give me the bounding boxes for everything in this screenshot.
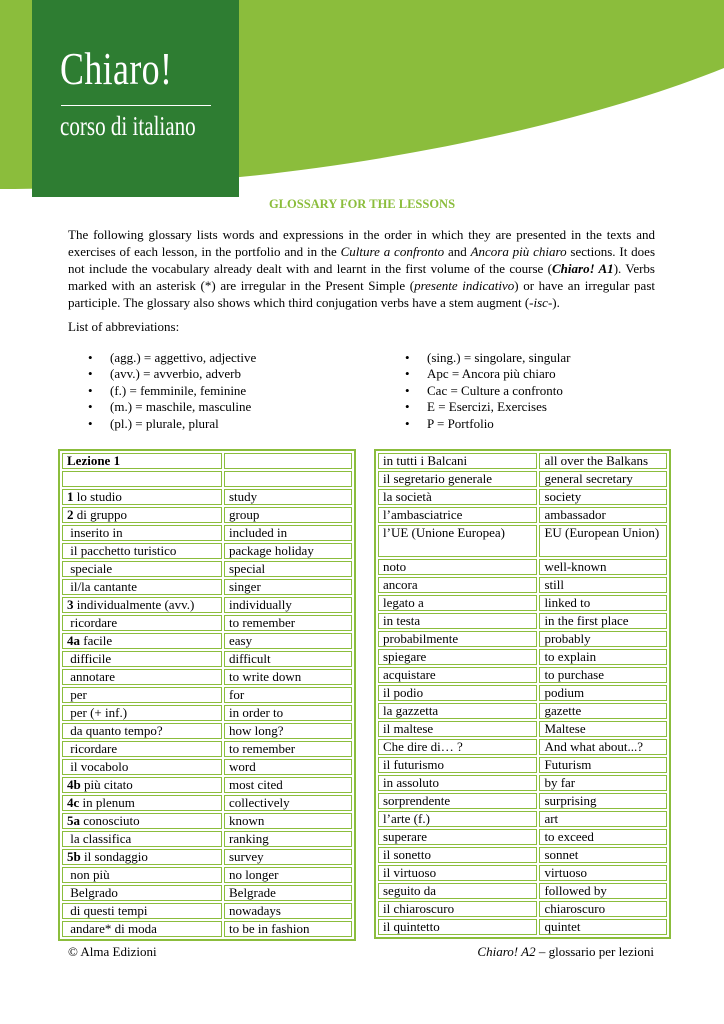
table-row xyxy=(378,883,667,899)
logo-subtitle: corso di italiano xyxy=(60,111,196,141)
italian-term xyxy=(62,651,222,667)
header-graphic xyxy=(0,0,724,200)
english-translation: linked to xyxy=(539,595,667,611)
table-row xyxy=(62,723,352,739)
italian-term xyxy=(62,759,222,775)
table-row xyxy=(62,633,352,649)
italian-term: probabilmente xyxy=(378,631,537,647)
table-row xyxy=(378,667,667,683)
abbreviation-item: • (f.) = femminile, feminine xyxy=(88,382,247,398)
table-row xyxy=(62,579,352,595)
italian-term: la gazzetta xyxy=(378,703,537,719)
table-row xyxy=(378,489,667,505)
italian-term: il podio xyxy=(378,685,537,701)
italian-term xyxy=(62,525,222,541)
exercise-number: 3 xyxy=(67,597,74,612)
term-text: non più xyxy=(67,867,110,882)
table-row xyxy=(378,685,667,701)
term-text: Belgrado xyxy=(67,885,118,900)
english-translation: no longer xyxy=(224,867,352,883)
exercise-number: 4c xyxy=(67,795,80,810)
italian-term xyxy=(62,561,222,577)
term-text: per xyxy=(67,687,87,702)
italian-term: legato a xyxy=(378,595,537,611)
logo-divider xyxy=(61,105,211,106)
english-translation: all over the Balkans xyxy=(539,453,667,469)
table-row xyxy=(62,669,352,685)
english-translation: to exceed xyxy=(539,829,667,845)
exercise-number: 5a xyxy=(67,813,80,828)
italian-term xyxy=(62,867,222,883)
table-row xyxy=(62,471,352,487)
english-translation: group xyxy=(224,507,352,523)
english-translation: in order to xyxy=(224,705,352,721)
table-row xyxy=(62,795,352,811)
logo-title: Chiaro! xyxy=(60,43,173,94)
english-translation: ranking xyxy=(224,831,352,847)
table-row xyxy=(62,651,352,667)
term-text: di gruppo xyxy=(73,507,127,522)
term-text: il sondaggio xyxy=(80,849,148,864)
lesson-title: Lezione 1 xyxy=(62,453,222,469)
english-translation: individually xyxy=(224,597,352,613)
table-row xyxy=(62,885,352,901)
table-row xyxy=(378,919,667,935)
italian-term: noto xyxy=(378,559,537,575)
english-translation: to purchase xyxy=(539,667,667,683)
italian-term xyxy=(62,705,222,721)
table-row xyxy=(62,687,352,703)
italian-term: il sonetto xyxy=(378,847,537,863)
table-row xyxy=(378,507,667,523)
table-row xyxy=(62,831,352,847)
italian-term: il virtuoso xyxy=(378,865,537,881)
table-row xyxy=(62,543,352,559)
italian-term: sorprendente xyxy=(378,793,537,809)
abbreviation-item: • (sing.) = singolare, singular xyxy=(405,350,571,365)
exercise-number: 4b xyxy=(67,777,81,792)
english-translation: still xyxy=(539,577,667,593)
english-translation: most cited xyxy=(224,777,352,793)
abbreviations-list-right xyxy=(405,350,570,432)
italian-term xyxy=(62,633,222,649)
english-translation: study xyxy=(224,489,352,505)
italian-term: la società xyxy=(378,489,537,505)
english-translation: to be in fashion xyxy=(224,921,352,937)
table-row xyxy=(378,847,667,863)
intro-paragraph: The following glossary lists words and expressions in the order in which they are presented in the texts and exercises of each lesson, in the portfolio and in the Culture a confronto and Ancora più chiaro sections. It does not include the vocabulary already dealt with and learnt in the first volume of the course (Chiaro! A1). Verbs marked with an asterisk (*) are irregular in the Present Simple (presente indicativo) or have an irregular past participle. The glossary also shows which third conjugation verbs have a stem augment (-isc-). xyxy=(68,227,656,310)
table-row xyxy=(378,865,667,881)
table-row xyxy=(62,489,352,505)
english-translation: podium xyxy=(539,685,667,701)
english-translation: collectively xyxy=(224,795,352,811)
term-text: più citato xyxy=(80,777,133,792)
term-text: inserito in xyxy=(67,525,123,540)
italian-term: il chiaroscuro xyxy=(378,901,537,917)
italian-term: spiegare xyxy=(378,649,537,665)
italian-term: seguito da xyxy=(378,883,537,899)
english-translation: general secretary xyxy=(539,471,667,487)
term-text: individualmente (avv.) xyxy=(73,597,195,612)
dark-green-block xyxy=(32,0,239,197)
glossary-heading: GLOSSARY FOR THE LESSONS xyxy=(268,197,456,211)
table-row xyxy=(62,777,352,793)
exercise-number: 4a xyxy=(67,633,80,648)
english-translation: quintet xyxy=(539,919,667,935)
english-translation: in the first place xyxy=(539,613,667,629)
italian-term: in tutti i Balcani xyxy=(378,453,537,469)
italian-term xyxy=(62,579,222,595)
glossary-table-left xyxy=(58,449,356,941)
exercise-number: 2 xyxy=(67,507,74,522)
table-row xyxy=(62,561,352,577)
abbreviation-item: • E = Esercizi, Exercises xyxy=(405,399,547,415)
table-row xyxy=(378,453,667,469)
table-row xyxy=(378,577,667,593)
term-text: lo studio xyxy=(73,489,122,504)
table-row xyxy=(62,741,352,757)
english-translation: how long? xyxy=(224,723,352,739)
term-text: il/la cantante xyxy=(67,579,138,594)
footer-copyright: © Alma Edizioni xyxy=(68,944,157,959)
english-translation: Belgrade xyxy=(224,885,352,901)
english-translation: And what about...? xyxy=(539,739,667,755)
term-text: annotare xyxy=(67,669,116,684)
table-row xyxy=(62,507,352,523)
italian-term: in testa xyxy=(378,613,537,629)
italian-term xyxy=(62,687,222,703)
table-row xyxy=(62,813,352,829)
table-row xyxy=(378,829,667,845)
table-row xyxy=(62,453,352,469)
table-cell xyxy=(224,453,352,469)
table-row xyxy=(62,525,352,541)
italian-term xyxy=(62,489,222,505)
italian-term: Che dire di… ? xyxy=(378,739,537,755)
italian-term xyxy=(62,741,222,757)
english-translation: gazette xyxy=(539,703,667,719)
table-cell xyxy=(62,471,222,487)
term-text: conosciuto xyxy=(80,813,140,828)
glossary-table-right xyxy=(374,449,671,939)
term-text: speciale xyxy=(67,561,113,576)
english-translation: ambassador xyxy=(539,507,667,523)
abbreviation-item: • (m.) = maschile, masculine xyxy=(88,399,252,415)
italian-term xyxy=(62,543,222,559)
table-row xyxy=(378,703,667,719)
italian-term xyxy=(62,669,222,685)
table-row xyxy=(378,793,667,809)
abbreviation-item: • (avv.) = avverbio, adverb xyxy=(88,366,242,382)
english-translation: to remember xyxy=(224,741,352,757)
table-row xyxy=(62,903,352,919)
english-translation: virtuoso xyxy=(539,865,667,881)
italian-term: il maltese xyxy=(378,721,537,737)
english-translation: word xyxy=(224,759,352,775)
english-translation: art xyxy=(539,811,667,827)
term-text: ricordare xyxy=(67,615,118,630)
english-translation: known xyxy=(224,813,352,829)
english-translation: difficult xyxy=(224,651,352,667)
table-cell xyxy=(224,471,352,487)
italian-term xyxy=(62,597,222,613)
english-translation: special xyxy=(224,561,352,577)
italian-term xyxy=(62,777,222,793)
abbreviations-label: List of abbreviations: xyxy=(68,319,180,334)
english-translation: sonnet xyxy=(539,847,667,863)
abbreviation-item: • (agg.) = aggettivo, adjective xyxy=(88,350,257,365)
table-row xyxy=(62,759,352,775)
term-text: in plenum xyxy=(79,795,135,810)
english-translation: for xyxy=(224,687,352,703)
english-translation: survey xyxy=(224,849,352,865)
italian-term: in assoluto xyxy=(378,775,537,791)
table-row xyxy=(378,649,667,665)
italian-term: l’arte (f.) xyxy=(378,811,537,827)
abbreviation-item: • (pl.) = plurale, plural xyxy=(88,415,219,431)
term-text: ricordare xyxy=(67,741,118,756)
english-translation: package holiday xyxy=(224,543,352,559)
italian-term xyxy=(62,903,222,919)
italian-term: superare xyxy=(378,829,537,845)
italian-term xyxy=(62,921,222,937)
italian-term xyxy=(62,723,222,739)
italian-term: il futurismo xyxy=(378,757,537,773)
english-translation: surprising xyxy=(539,793,667,809)
italian-term: acquistare xyxy=(378,667,537,683)
english-translation: Futurism xyxy=(539,757,667,773)
term-text: il pacchetto turistico xyxy=(67,543,177,558)
italian-term xyxy=(62,831,222,847)
table-row xyxy=(62,921,352,937)
abbreviation-item: • Apc = Ancora più chiaro xyxy=(405,366,556,382)
table-row xyxy=(378,613,667,629)
term-text: il vocabolo xyxy=(67,759,129,774)
abbreviation-item: • P = Portfolio xyxy=(405,415,494,431)
english-translation: included in xyxy=(224,525,352,541)
abbreviation-item: • Cac = Culture a confronto xyxy=(405,382,563,398)
english-translation: followed by xyxy=(539,883,667,899)
term-text: per (+ inf.) xyxy=(67,705,128,720)
table-row xyxy=(378,757,667,773)
italian-term: l’ambasciatrice xyxy=(378,507,537,523)
term-text: la classifica xyxy=(67,831,132,846)
table-row xyxy=(378,471,667,487)
italian-term: il segretario generale xyxy=(378,471,537,487)
term-text: da quanto tempo? xyxy=(67,723,163,738)
table-row xyxy=(378,595,667,611)
table-row xyxy=(378,525,667,557)
english-translation: EU (European Union) xyxy=(539,525,667,557)
table-row xyxy=(62,705,352,721)
english-translation: probably xyxy=(539,631,667,647)
italian-term xyxy=(62,795,222,811)
english-translation: to remember xyxy=(224,615,352,631)
table-row xyxy=(378,559,667,575)
english-translation: to write down xyxy=(224,669,352,685)
italian-term xyxy=(62,813,222,829)
table-row xyxy=(378,811,667,827)
italian-term: il quintetto xyxy=(378,919,537,935)
english-translation: easy xyxy=(224,633,352,649)
english-translation: by far xyxy=(539,775,667,791)
footer-title: Chiaro! A2 – glossario per lezioni xyxy=(477,944,654,959)
table-row xyxy=(62,849,352,865)
english-translation: well-known xyxy=(539,559,667,575)
term-text: andare* di moda xyxy=(67,921,157,936)
english-translation: Maltese xyxy=(539,721,667,737)
table-row xyxy=(62,597,352,613)
english-translation: singer xyxy=(224,579,352,595)
english-translation: nowadays xyxy=(224,903,352,919)
table-row xyxy=(62,615,352,631)
exercise-number: 5b xyxy=(67,849,81,864)
table-row xyxy=(378,631,667,647)
term-text: di questi tempi xyxy=(67,903,148,918)
italian-term xyxy=(62,615,222,631)
exercise-number: 1 xyxy=(67,489,74,504)
table-row xyxy=(378,739,667,755)
english-translation: chiaroscuro xyxy=(539,901,667,917)
table-row xyxy=(378,775,667,791)
italian-term xyxy=(62,849,222,865)
italian-term xyxy=(62,885,222,901)
italian-term xyxy=(62,507,222,523)
table-row xyxy=(378,901,667,917)
english-translation: society xyxy=(539,489,667,505)
italian-term: l’UE (Unione Europea) xyxy=(378,525,537,557)
table-row xyxy=(62,867,352,883)
italian-term: ancora xyxy=(378,577,537,593)
term-text: facile xyxy=(80,633,113,648)
english-translation: to explain xyxy=(539,649,667,665)
term-text: difficile xyxy=(67,651,112,666)
table-row xyxy=(378,721,667,737)
abbreviations-list-left xyxy=(88,350,256,432)
